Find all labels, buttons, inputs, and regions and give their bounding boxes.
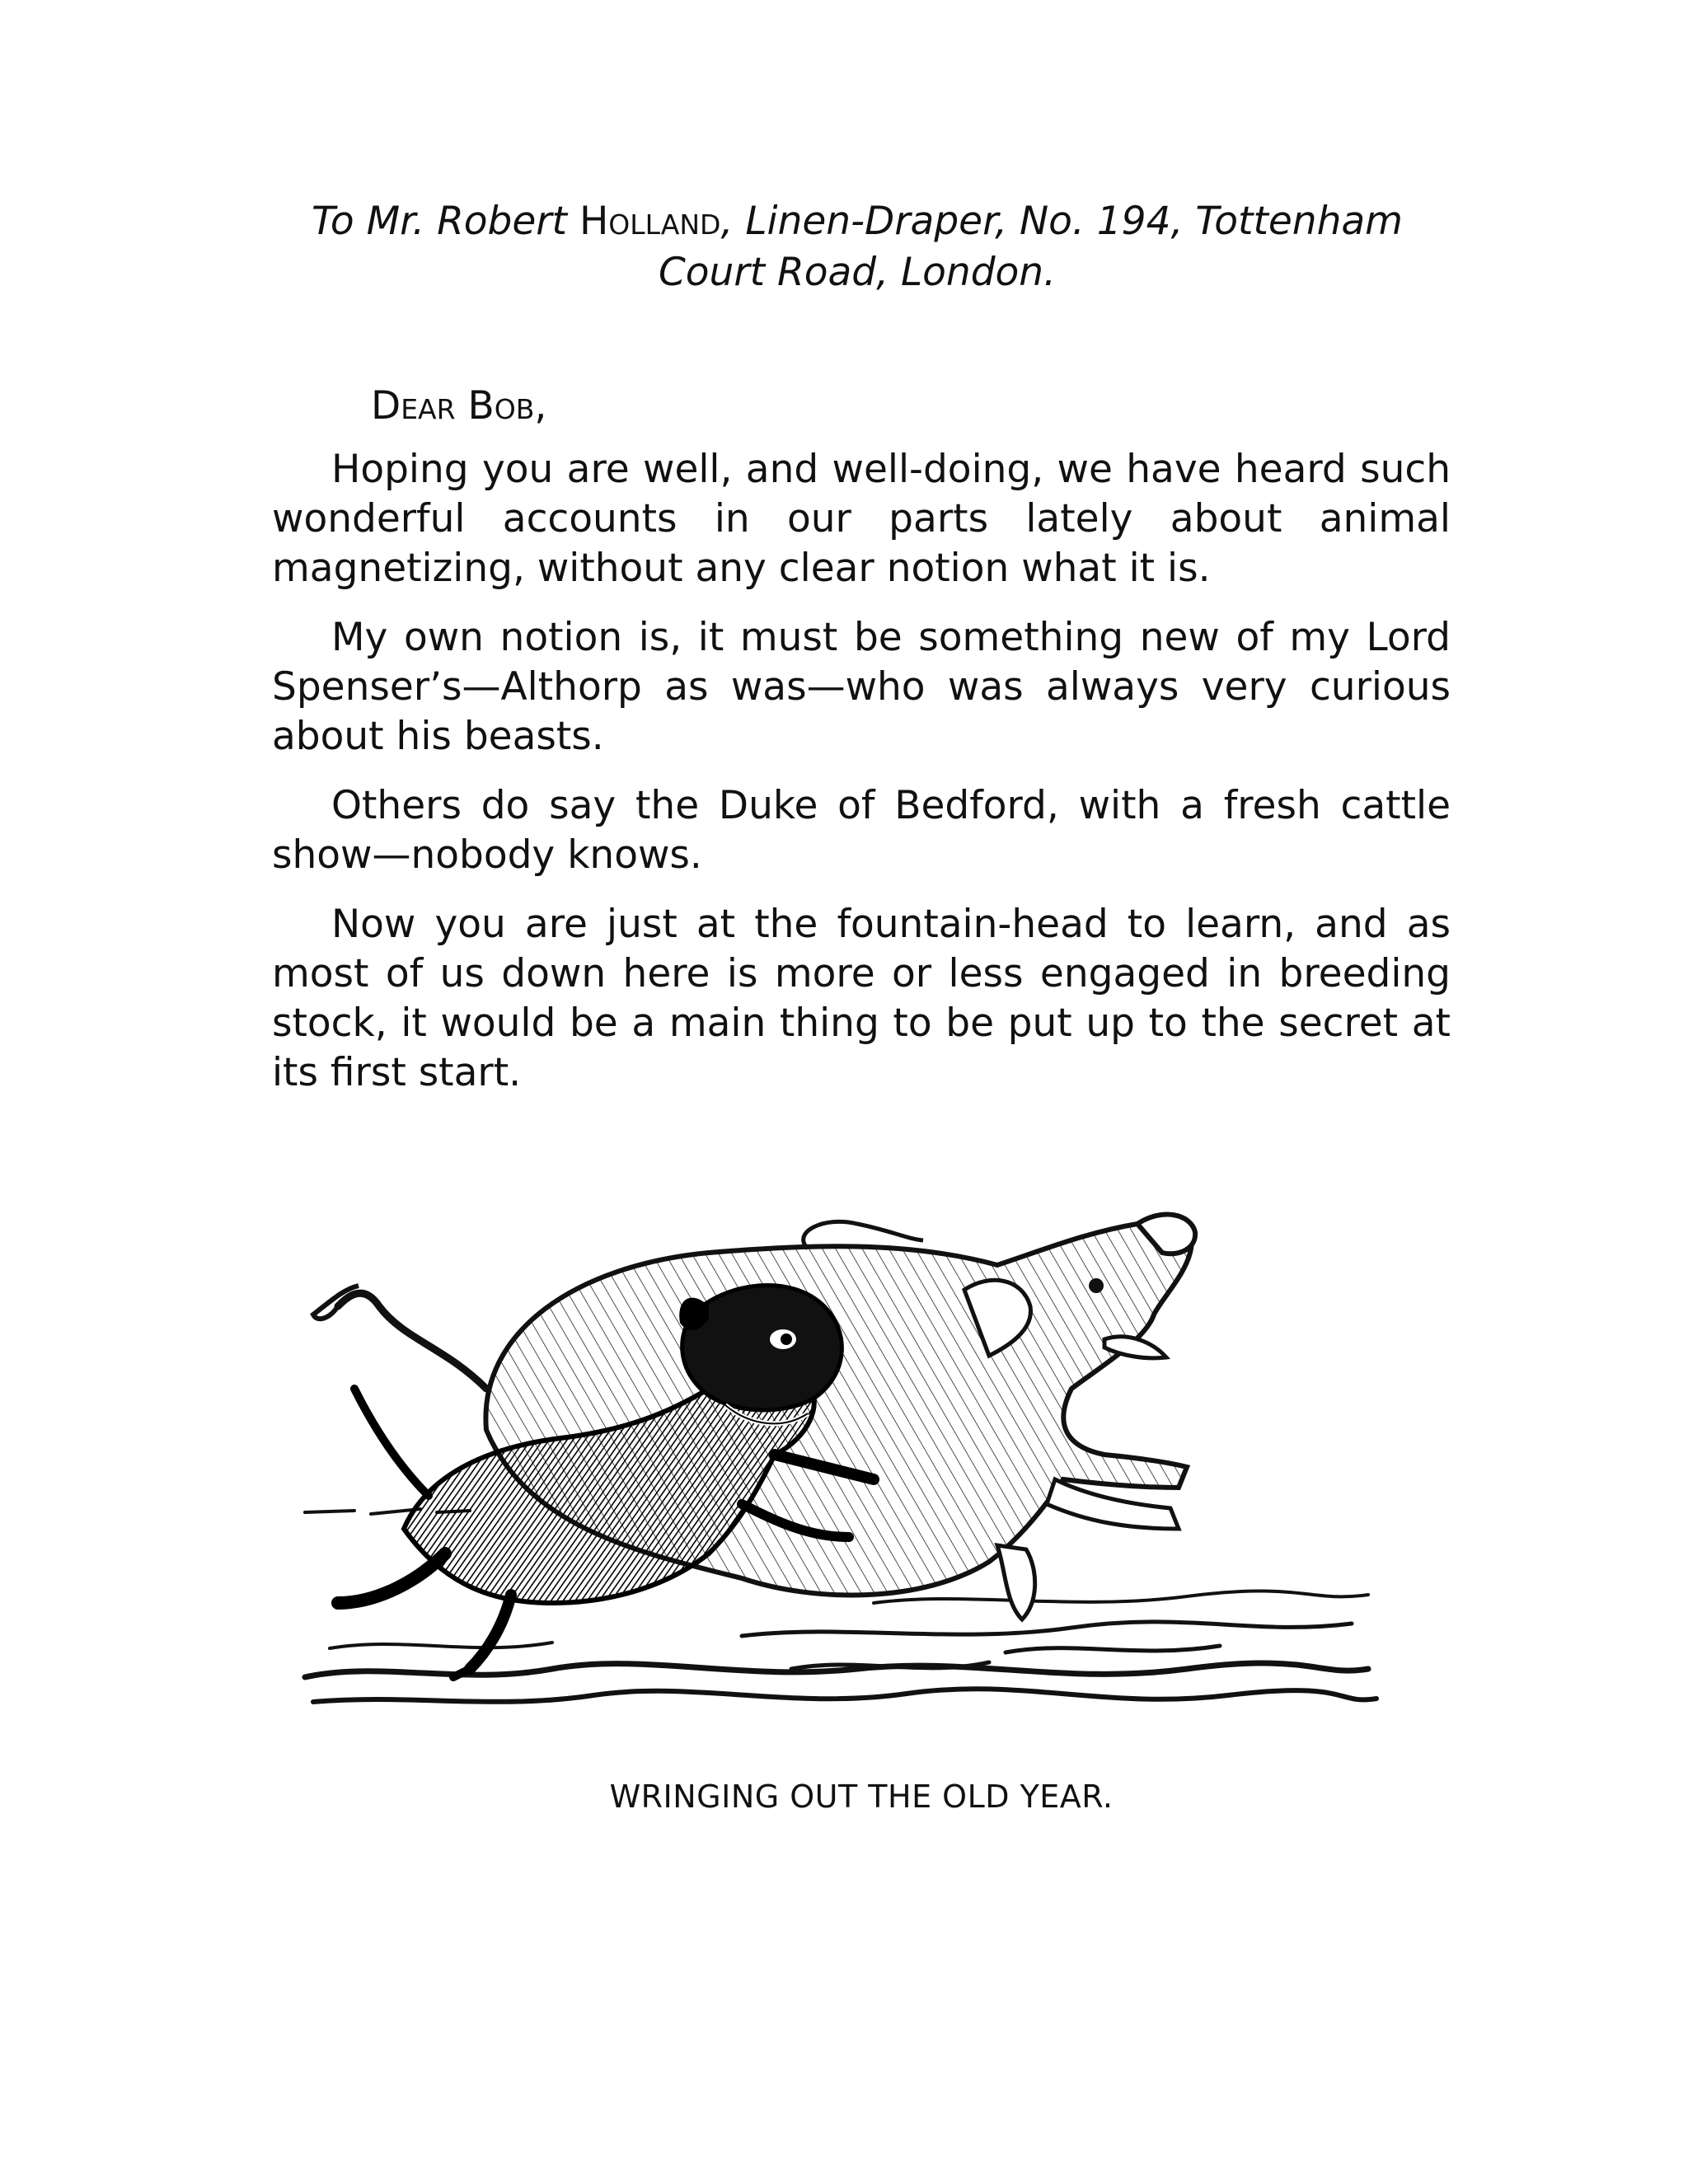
letter-body [272,445,1451,1118]
illustration [280,1141,1385,1735]
engraving-pig-and-dog-icon [280,1141,1385,1735]
paragraph-2: My own notion is, it must be something new of my Lord Spenser’s—Althorp as was—who was always very curious about his beasts. [272,615,1451,759]
letter-address [280,196,1434,298]
address-suffix: , Linen-Draper, No. 194, Tottenham Court Road, London. [658,199,1403,295]
figure-caption: WRINGING OUT THE OLD YEAR. [609,1779,1114,1815]
address-surname: Holland [579,199,721,244]
paragraph-1: Hoping you are well, and well-doing, we have heard such wonderful accounts in our parts lately about animal magnetizing, without any clear notion what it is. [272,447,1451,591]
paragraph-4: Now you are just at the fountain-head to learn, and as most of us down here is more or less engaged in breeding stock, it would be a main thing to be put up to the secret at its first start. [272,902,1451,1095]
address-prefix: To Mr. Robert [312,199,579,244]
letter-salutation: Dear Bob, [371,383,547,429]
paragraph-3: Others do say the Duke of Bedford, with a fresh cattle show—nobody knows. [272,783,1451,878]
